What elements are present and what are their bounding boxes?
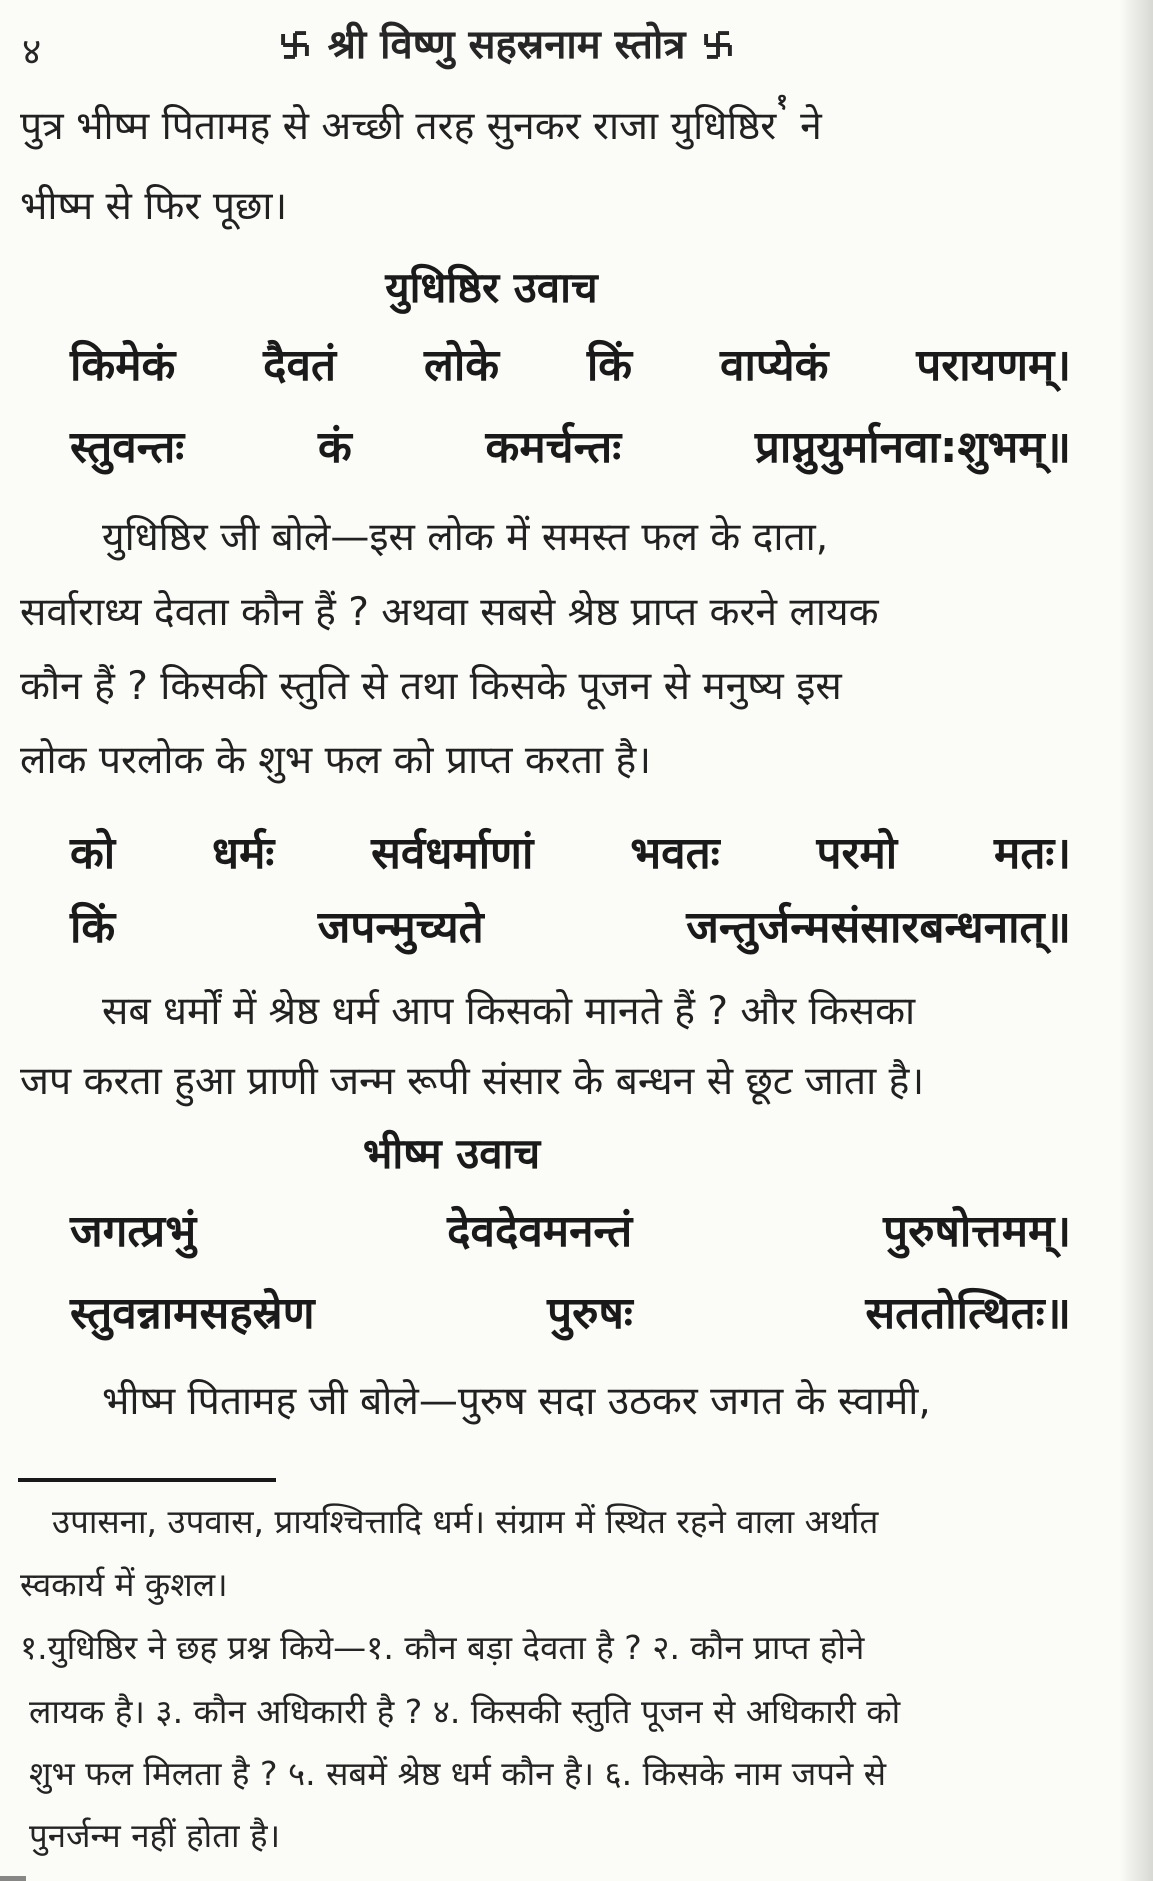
page-header-title (0, 20, 1013, 74)
shloka-line: स्तुवन्नामसहस्रेण पुरुषः सततोत्थितः॥ (70, 1288, 1071, 1339)
body-line: लोक परलोक के शुभ फल को प्राप्त करता है। (20, 738, 651, 783)
footnote-line: स्वकार्य में कुशल। (20, 1565, 228, 1604)
footnote-line: पुनर्जन्म नहीं होता है। (29, 1816, 281, 1855)
section-heading-bhishma-uvacha: भीष्म उवाच (362, 1129, 541, 1178)
section-heading-yudhishthir-uvacha: युधिष्ठिर उवाच (385, 263, 598, 312)
shloka-line: जगत्प्रभुं देवदेवमनन्तं पुरुषोत्तमम्। (70, 1206, 1071, 1257)
footnote-line: शुभ फल मिलता है ? ५. सबमें श्रेष्ठ धर्म कौन है। ६. किसके नाम जपने से (29, 1754, 887, 1793)
page-edge-shadow (1119, 0, 1153, 1881)
body-text: ने (787, 104, 822, 149)
body-line (20, 90, 1123, 152)
shloka-line: किं जपन्मुच्यते जन्तुर्जन्मसंसारबन्धनात्॥ (70, 902, 1071, 953)
footnote-line: उपासना, उपवास, प्रायश्चित्तादि धर्म। संग्राम में स्थित रहने वाला अर्थात (52, 1502, 879, 1541)
shloka-line: स्तुवन्तः कं कमर्चन्तः प्राप्नुयुर्मानवा:शुभम्॥ (70, 422, 1071, 473)
body-line: सब धर्मों में श्रेष्ठ धर्म आप किसको मानते हैं ? और किसका (102, 989, 916, 1034)
shloka-line: को धर्मः सर्वधर्माणां भवतः परमो मतः। (70, 828, 1071, 879)
footnote-line: लायक है। ३. कौन अधिकारी है ? ४. किसकी स्तुति पूजन से अधिकारी को (29, 1692, 901, 1731)
body-line: जप करता हुआ प्राणी जन्म रूपी संसार के बन्धन से छूट जाता है। (20, 1059, 925, 1104)
footnote-ref-marker: १ (776, 90, 788, 115)
body-line: युधिष्ठिर जी बोले—इस लोक में समस्त फल के दाता, (102, 515, 829, 560)
body-line: कौन हैं ? किसकी स्तुति से तथा किसके पूजन से मनुष्य इस (20, 664, 842, 709)
swastika-icon (701, 24, 735, 74)
book-title: श्री विष्णु सहस्रनाम स्तोत्र (327, 22, 686, 68)
page-number: ४ (22, 30, 42, 73)
swastika-icon (278, 24, 312, 74)
scan-corner-mark (0, 1876, 26, 1881)
body-line: सर्वाराध्य देवता कौन हैं ? अथवा सबसे श्रेष्ठ प्राप्त करने लायक (20, 590, 879, 635)
footnote-divider (18, 1478, 276, 1482)
body-line: भीष्म से फिर पूछा। (20, 184, 288, 229)
shloka-line: किमेकं दैवतं लोके किं वाप्येकं परायणम्। (70, 340, 1071, 391)
footnote-line: १.युधिष्ठिर ने छह प्रश्न किये—१. कौन बड़ा देवता है ? २. कौन प्राप्त होने (20, 1628, 865, 1667)
body-line: भीष्म पितामह जी बोले—पुरुष सदा उठकर जगत के स्वामी, (102, 1379, 931, 1424)
body-text: पुत्र भीष्म पितामह से अच्छी तरह सुनकर राजा युधिष्ठिर (20, 104, 777, 149)
